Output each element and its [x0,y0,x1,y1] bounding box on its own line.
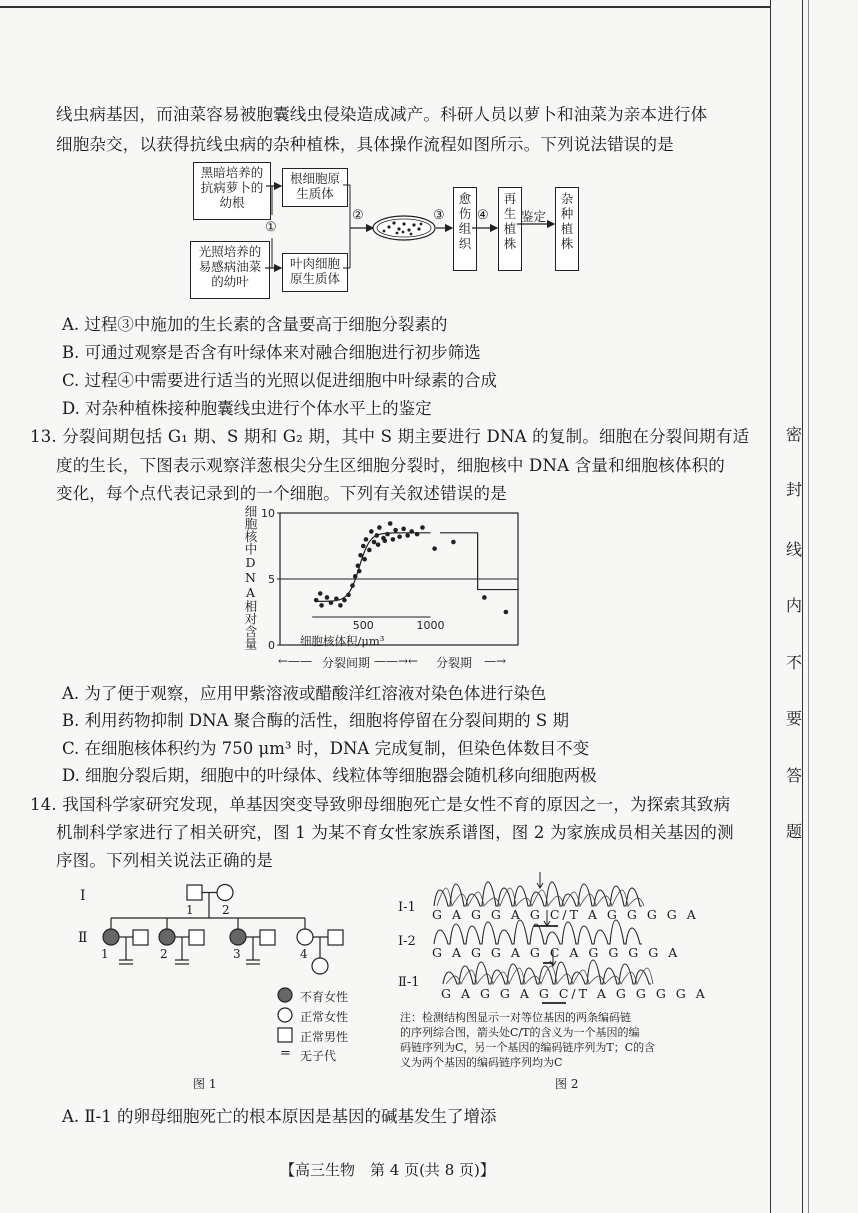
division-point [451,540,456,545]
generation-2-label: Ⅱ [78,930,88,946]
legend-no-offspring: 无子代 [300,1049,337,1063]
identify-label: 鉴定 [521,209,547,224]
culture-dish [373,216,435,240]
question-text: 线虫病基因，而油菜容易被胞囊线虫侵染造成减产。科研人员以萝卜和油菜为亲本进行体 [56,105,708,124]
phase-arrow-left: ←—— [278,654,313,668]
q12-option-c: C. 过程④中需要进行适当的光照以促进细胞中叶绿素的合成 [62,371,498,390]
interphase-point [353,574,358,579]
seq-row-label: Ⅱ-1 [398,975,420,990]
x-tick-label: 1000 [416,619,445,632]
legend-normal-male: 正常男性 [300,1030,349,1044]
pedigree-num: 1 [186,903,194,917]
generation-1-label: Ⅰ [80,888,86,904]
interphase-point [362,557,367,562]
interphase-point [358,553,363,558]
q13-stem: 变化，每个点代表记录到的一个细胞。下列有关叙述错误的是 [56,484,507,503]
chromatogram-traces [430,870,670,1005]
pedigree-num: 1 [101,947,109,961]
interphase-point [369,529,374,534]
interphase-point [329,600,334,605]
seq-row-label: Ⅰ-1 [398,900,416,915]
q13-stem: 13. 分裂间期包括 G₁ 期、S 期和 G₂ 期，其中 S 期主要进行 DNA 的复制。细胞在分裂间期有适 [30,427,750,446]
interphase-point [397,534,402,539]
interphase-point [420,525,425,530]
y-tick-label: 10 [261,507,275,520]
interphase-point [405,533,410,538]
interphase-point [415,532,420,537]
sequence-text: G A G G A G C A G G G G A [432,945,681,960]
pedigree-num: 4 [300,947,308,961]
pedigree-chart [90,878,370,988]
y-tick-label: 0 [268,639,275,652]
pedigree-num: 3 [233,947,241,961]
interphase-point [338,603,343,608]
q13-option-c: C. 在细胞核体积约为 750 μm³ 时，DNA 完成复制，但染色体数目不变 [62,739,590,758]
regen-box: 再生植株 [498,187,522,271]
step-3-label: ③ [433,208,445,223]
legend-no-offspring-symbol: = [280,1046,291,1061]
interphase-point [385,532,390,537]
interphase-point [361,544,366,549]
q12-option-b: B. 可通过观察是否含有叶绿体来对融合细胞进行初步筛选 [62,343,481,362]
x-tick-label: 500 [352,619,374,632]
division-point [482,595,487,600]
interphase-point [409,529,414,534]
interphase-point [393,528,398,533]
seal-char: 要 [786,709,803,728]
q13-option-b: B. 利用药物抑制 DNA 聚合酶的活性，细胞将停留在分裂间期的 S 期 [62,711,569,730]
interphase-point [377,525,382,530]
chromatogram-trace [434,920,642,944]
interphase-point [342,598,347,603]
chart-plot [258,505,528,670]
q13-option-a: A. 为了便于观察，应用甲紫溶液或醋酸洋红溶液对染色体进行染色 [62,684,547,703]
q13-stem: 度的生长，下图表示观察洋葱根尖分生区细胞分裂时，细胞核中 DNA 含量和细胞核体积的 [56,456,725,475]
step-2-label: ② [352,208,364,223]
page-footer: 【高三生物 第 4 页(共 8 页)】 [280,1161,495,1179]
interphase-point [357,569,362,574]
interphase-point [350,583,355,588]
q14-stem: 序图。下列相关说法正确的是 [56,851,274,870]
q12-option-a: A. 过程③中施加的生长素的含量要高于细胞分裂素的 [62,315,448,334]
sequencing-note [400,1010,655,1070]
chart-xlabel: 细胞核体积/μm³ [300,634,385,648]
interphase-point [346,593,351,598]
y-tick-label: 5 [268,573,275,586]
interphase-point [364,537,369,542]
seal-char: 不 [786,653,803,672]
figure-2-caption: 图 2 [555,1077,579,1091]
seal-char: 线 [786,540,803,559]
rape-box: 光照培养的易感病油菜的幼叶 [190,241,270,299]
seq-row-label: Ⅰ-2 [398,934,416,949]
question-text: 细胞杂交，以获得抗线虫病的杂种植株，具体操作流程如图所示。下列说法错误的是 [56,135,674,154]
rape-protoplast-box: 叶肉细胞原生质体 [282,253,348,292]
interphase-point [367,548,372,553]
ylabel-text: 细胞核中DNA相对含量 [243,505,258,650]
radish-protoplast-box: 根细胞原生质体 [282,168,348,207]
interphase-point [388,521,393,526]
seal-char: 题 [786,822,803,841]
q12-option-d: D. 对杂种植株接种胞囊线虫进行个体水平上的鉴定 [62,399,432,418]
division-point [432,546,437,551]
interphase-point [318,591,323,596]
legend-normal-female: 正常女性 [300,1010,349,1024]
seal-char: 内 [786,596,803,615]
note-line: 义为两个基因的编码链序列均为C [400,1056,563,1069]
seal-char: 封 [786,480,803,499]
phase-axis [278,654,518,670]
interphase-point [383,538,388,543]
seal-char: 答 [786,766,803,785]
note-line: 的序列综合图，箭头处C/T的含义为一个基因的编 [400,1026,640,1039]
radish-box: 黑暗培养的抗病萝卜的幼根 [193,162,271,220]
sequence-text: G A G G A G C/T A G G G G A [441,986,708,1001]
step-4-label: ④ [477,208,489,223]
interphase-point [374,533,379,538]
q13-option-d: D. 细胞分裂后期，细胞中的叶绿体、线粒体等细胞器会随机移向细胞两极 [62,766,597,785]
interphase-point [334,597,339,602]
note-line: 注：检测结构图显示一对等位基因的两条编码链 [400,1011,631,1024]
q14-option-a: A. Ⅱ-1 的卵母细胞死亡的根本原因是基因的碱基发生了增添 [62,1107,497,1126]
pedigree-num: 2 [222,903,230,917]
sequence-text: G A G G A G C/T A G G G G A [432,907,699,922]
division-point [504,610,509,615]
interphase-point [376,542,381,547]
q14-stem: 机制科学家进行了相关研究，图 1 为某不育女性家族系谱图，图 2 为家族成员相关基因的测 [56,823,734,842]
note-line: 码链序列为C，另一个基因的编码链序列为T；C的含 [400,1041,656,1054]
chart-ylabel [243,505,257,650]
hybrid-box: 杂种植株 [555,187,579,271]
step-1-label: ① [265,220,277,235]
interphase-point [356,564,361,569]
phase-arrow-mid: ——→← [374,654,419,668]
interphase-point [401,527,406,532]
interphase-label: 分裂间期 [322,656,371,670]
q14-stem: 14. 我国科学家研究发现，单基因突变导致卵母细胞死亡是女性不育的原因之一，为探索其致病 [30,795,731,814]
interphase-point [391,537,396,542]
legend-infertile-female: 不育女性 [300,990,349,1004]
pedigree-num: 2 [160,947,168,961]
seal-char: 密 [786,425,803,444]
interphase-point [314,598,319,603]
division-label: 分裂期 [436,656,473,670]
figure-1-caption: 图 1 [193,1077,217,1091]
callus-box: 愈伤组织 [453,187,477,271]
interphase-point [319,603,324,608]
flow-arrows [0,0,858,320]
phase-arrow-right: —→ [484,654,507,668]
interphase-point [372,540,377,545]
interphase-point [325,595,330,600]
